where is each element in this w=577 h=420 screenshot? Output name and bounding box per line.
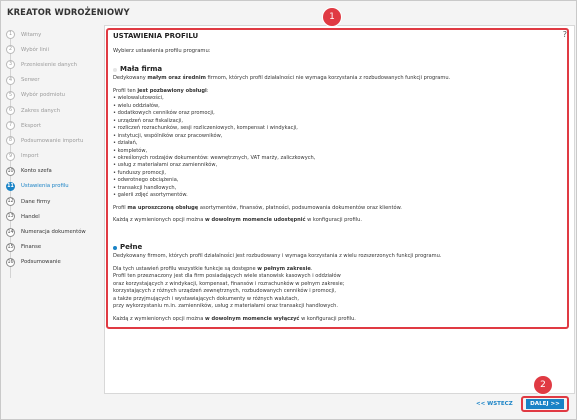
step-10 [5,164,101,179]
list-item: • urządzeń oraz fiskalizacji, [113,118,563,125]
step-label: Przeniesienie danych [21,61,78,68]
small-business-label: Mała firma [120,65,163,73]
next-button-frame [521,396,569,412]
window-title: KREATOR WDROŻENIOWY [7,7,130,17]
radio-small-business-icon[interactable] [113,68,117,72]
list-item: • odwrotnego obciążenia, [113,177,563,184]
step-label: Dane firmy [21,198,51,205]
radio-full-selected-icon[interactable] [113,246,117,250]
panel-intro: Wybierz ustawienia profilu programu: [113,48,211,54]
step-15 [5,240,101,255]
list-item: • wielu oddziałów, [113,103,563,110]
list-item: • wielowalutowości, [113,95,563,102]
step-2 [5,42,101,57]
step-label: Zakres danych [21,107,61,114]
step-5 [5,88,101,103]
list-item: • kompletów, [113,148,563,155]
next-button[interactable]: DALEJ >> [526,399,564,409]
step-label: Witamy [21,31,42,38]
step-label: Wybór linii [21,46,49,53]
small-business-option[interactable] [113,66,563,225]
full-line-1: Dla tych ustawień profilu wszystkie funkcje są dostępne w pełnym zakresie. [113,265,313,272]
list-item: • transakcji handlowych, [113,185,563,192]
help-icon[interactable]: ? [562,30,567,39]
step-label: Konto szefa [21,168,52,175]
list-item: • działań, [113,140,563,147]
step-label: Podsumowanie importu [21,137,84,144]
step-number: 1 [6,30,15,39]
full-line-4: korzystających z różnych urządzeń zewnętrznych, rozbudowanych cenników i promocji, [113,288,336,295]
small-business-profile-note: Profil ten jest pozbawiony obsługi: [113,87,209,94]
step-number: 13 [7,214,14,220]
step-label: Eksport [21,122,42,129]
step-number: 4 [6,76,15,85]
small-business-availability-note: Każdą z wymienionych opcji można w dowolnym momencie udostępnić w konfiguracji profilu. [113,217,362,224]
full-line-5: a także przyjmujących i wystawiających dokumenty w różnych walutach, [113,295,300,302]
step-number: 15 [7,244,14,250]
step-label: Serwer [21,77,40,84]
step-label: Import [21,153,39,160]
step-number: 14 [7,229,14,235]
steps-sidebar [5,27,101,270]
step-label: Finanse [21,244,42,251]
annotation-badge-2: 2 [534,376,552,394]
list-item: • galerii zdjęć asortymentów. [113,192,563,199]
step-number: 5 [6,91,15,100]
full-label: Pełne [120,243,143,251]
full-option[interactable] [113,244,563,323]
step-number: 16 [7,259,14,265]
list-item: • rozliczeń rozrachunków, sesji rozliczeniowych, kompensat i windykacji, [113,125,563,132]
annotation-badge-1: 1 [323,8,341,26]
small-business-features-list [113,95,563,199]
small-business-description: Dedykowany małym oraz średnim firmom, których profil działalności nie wymaga korzystania z rozbudowanych funkcji programu. [113,75,451,82]
step-number: 7 [6,121,15,130]
step-label: Handel [21,213,40,220]
step-number: 2 [6,45,15,54]
panel-heading: USTAWIENIA PROFILU [113,32,199,40]
step-14 [5,224,101,239]
step-3 [5,57,101,72]
step-11-current [5,179,101,194]
step-16 [5,255,101,270]
step-1 [5,27,101,42]
full-description: Dedykowany firmom, których profil działalności jest rozbudowany i wymaga korzystania z wielu rozszerzonych funkcji programu. [113,253,442,260]
step-number: 8 [6,136,15,145]
full-line-6: przy wykorzystaniu m.in. zamienników, usług z materiałami oraz transakcji handlowych. [113,303,339,310]
back-button[interactable]: << WSTECZ [476,401,513,407]
step-8 [5,133,101,148]
step-7 [5,118,101,133]
small-business-simplified-note: Profil ma uproszczoną obsługę asortymentów, finansów, płatności, podsumowania dokumentów oraz klientów. [113,204,402,211]
step-12 [5,194,101,209]
step-9 [5,149,101,164]
step-6 [5,103,101,118]
step-13 [5,209,101,224]
full-line-2: Profil ten przeznaczony jest dla firm posiadających wiele stanowisk kasowych i oddziałów [113,273,341,280]
list-item: • instytucji, wspólników oraz pracowników, [113,133,563,140]
profile-settings-panel [104,25,575,394]
step-number: 3 [6,60,15,69]
list-item: • dodatkowych cenników oraz promocji, [113,110,563,117]
full-title[interactable] [113,244,563,251]
full-line-3: oraz korzystających z windykacji, kompensat, finansów i rozrachunków w pełnym zakresie; [113,280,345,287]
step-number: 9 [6,152,15,161]
list-item: • usług z materiałami oraz zamienników, [113,162,563,169]
list-item: • określonych rodzajów dokumentów: wewnętrznych, VAT marży, zaliczkowych, [113,155,563,162]
list-item: • funduszy promocji, [113,170,563,177]
small-business-title[interactable] [113,66,563,73]
step-label: Podsumowanie [21,259,61,266]
step-number: 11 [7,183,14,189]
step-number: 12 [7,199,14,205]
step-number: 10 [7,168,14,174]
step-label: Wybór podmiotu [21,92,66,99]
step-label: Ustawienia profilu [21,183,69,190]
full-availability-note: Każdą z wymienionych opcji można w dowolnym momencie wyłączyć w konfiguracji profilu. [113,315,356,322]
step-4 [5,73,101,88]
step-label: Numeracja dokumentów [21,229,86,236]
step-number: 6 [6,106,15,115]
